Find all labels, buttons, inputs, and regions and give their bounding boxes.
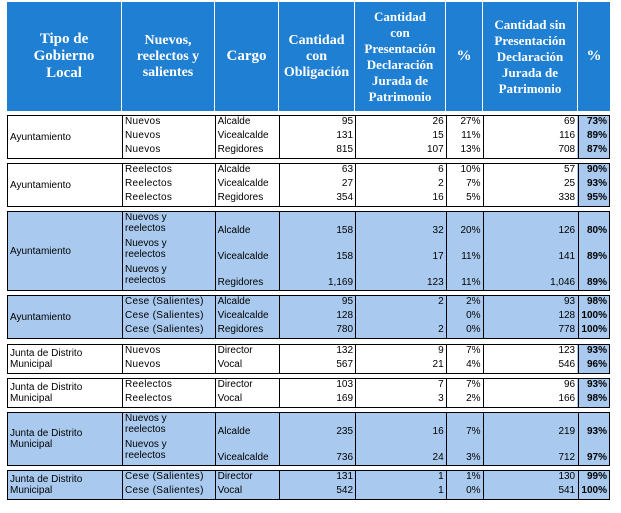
cell-sin-presentacion: 93 <box>564 296 576 307</box>
table-row <box>123 296 609 310</box>
column-divider <box>446 116 447 158</box>
cell-pct-con: 0% <box>466 310 481 321</box>
cell-cargo: Alcalde <box>217 164 251 175</box>
table-row <box>123 212 609 238</box>
header-con-presentacion: Cantidad con Presentación Declaración Jurada de Patrimonio <box>355 2 446 111</box>
column-divider <box>446 296 447 338</box>
column-divider <box>122 296 123 338</box>
table-block <box>7 378 610 408</box>
cell-cargo: Director <box>217 379 253 390</box>
column-divider <box>122 212 123 290</box>
cell-cargo: Vicealcalde <box>217 130 269 141</box>
declaraciones-table <box>7 2 610 500</box>
table-row <box>123 144 609 158</box>
cell-con-presentacion: 24 <box>432 452 444 463</box>
cell-grupo: Reelectos <box>125 379 173 390</box>
cell-pct-sin: 96% <box>577 359 609 373</box>
column-divider <box>215 413 216 465</box>
cell-pct-sin: 90% <box>577 164 609 178</box>
column-divider <box>122 471 123 499</box>
cell-tipo-gobierno: Ayuntamiento <box>10 131 71 143</box>
cell-cargo: Alcalde <box>217 116 251 127</box>
column-divider <box>122 116 123 158</box>
cell-con-presentacion: 16 <box>432 426 444 437</box>
cell-grupo: Nuevos <box>125 345 161 356</box>
column-divider <box>446 413 447 465</box>
cell-cargo: Vicealcalde <box>217 310 269 321</box>
table-row <box>123 393 609 407</box>
cell-grupo: Nuevos y reelectos <box>125 212 167 234</box>
cell-cargo: Alcalde <box>217 296 251 307</box>
header-pct-sin: % <box>586 48 602 64</box>
column-divider <box>446 212 447 290</box>
cell-pct-con: 27% <box>460 116 481 127</box>
cell-grupo: Nuevos y reelectos <box>125 264 167 286</box>
column-divider <box>215 164 216 206</box>
column-divider <box>279 345 280 373</box>
cell-sin-presentacion: 141 <box>558 251 576 262</box>
table-row <box>123 345 609 359</box>
column-divider <box>483 212 484 290</box>
column-divider <box>355 212 356 290</box>
cell-pct-sin: 100% <box>577 485 609 499</box>
cell-obligacion: 27 <box>341 178 354 189</box>
cell-sin-presentacion: 546 <box>558 359 576 370</box>
column-divider <box>355 116 356 158</box>
cell-pct-con: 0% <box>466 324 481 335</box>
cell-pct-sin: 95% <box>577 192 609 206</box>
cell-obligacion: 736 <box>336 452 354 463</box>
cell-sin-presentacion: 130 <box>558 471 576 482</box>
cell-pct-con: 10% <box>460 164 481 175</box>
cell-sin-presentacion: 541 <box>558 485 576 496</box>
cell-pct-sin: 99% <box>577 471 609 485</box>
table-row <box>123 359 609 373</box>
cell-pct-sin: 98% <box>577 296 609 310</box>
cell-sin-presentacion: 116 <box>559 130 576 141</box>
cell-obligacion: 158 <box>336 225 354 236</box>
column-divider <box>578 345 579 373</box>
cell-obligacion: 128 <box>336 310 354 321</box>
cell-sin-presentacion: 338 <box>558 192 576 203</box>
cell-con-presentacion: 107 <box>426 144 444 155</box>
cell-tipo-gobierno: Junta de Distrito Municipal <box>10 348 83 370</box>
cell-cargo: Vocal <box>217 485 243 496</box>
column-divider <box>279 296 280 338</box>
column-divider <box>483 413 484 465</box>
cell-cargo: Regidores <box>217 277 264 288</box>
cell-pct-con: 2% <box>466 296 481 307</box>
column-divider <box>355 413 356 465</box>
cell-obligacion: 169 <box>336 393 354 404</box>
column-divider <box>215 471 216 499</box>
cell-obligacion: 103 <box>336 379 354 390</box>
cell-con-presentacion: 17 <box>432 251 444 262</box>
cell-tipo-gobierno: Junta de Distrito Municipal <box>10 428 83 450</box>
cell-pct-sin: 93% <box>577 345 609 359</box>
column-divider <box>279 379 280 407</box>
column-divider <box>279 413 280 465</box>
cell-pct-con: 7% <box>466 426 481 437</box>
cell-con-presentacion <box>355 310 446 324</box>
column-divider <box>446 471 447 499</box>
column-divider <box>446 164 447 206</box>
column-divider <box>578 471 579 499</box>
column-divider <box>215 379 216 407</box>
column-divider <box>215 116 216 158</box>
cell-cargo: Vocal <box>217 393 243 404</box>
cell-pct-con: 11% <box>461 251 481 262</box>
table-row <box>123 471 609 485</box>
cell-cargo: Vicealcalde <box>217 178 269 189</box>
cell-cargo: Vicealcalde <box>217 251 269 262</box>
cell-obligacion: 131 <box>336 471 354 482</box>
column-divider <box>483 345 484 373</box>
column-divider <box>483 471 484 499</box>
cell-sin-presentacion: 712 <box>558 452 576 463</box>
cell-sin-presentacion: 219 <box>558 426 576 437</box>
cell-cargo: Alcalde <box>217 225 251 236</box>
cell-obligacion: 567 <box>336 359 354 370</box>
header-cargo: Cargo <box>215 2 279 111</box>
cell-grupo: Cese (Salientes) <box>125 471 204 482</box>
cell-obligacion: 95 <box>341 296 354 307</box>
cell-cargo: Director <box>217 345 253 356</box>
cell-grupo: Nuevos <box>125 130 161 141</box>
column-divider <box>122 345 123 373</box>
header-nuevos: Nuevos, reelectos y salientes <box>122 2 215 111</box>
column-divider <box>578 296 579 338</box>
column-divider <box>355 296 356 338</box>
column-divider <box>483 164 484 206</box>
cell-obligacion: 1,169 <box>328 277 354 288</box>
cell-pct-con: 11% <box>461 277 481 288</box>
cell-pct-con: 20% <box>460 225 481 236</box>
cell-pct-con: 4% <box>466 359 481 370</box>
cell-pct-sin: 89% <box>577 130 609 144</box>
cell-sin-presentacion: 778 <box>558 324 576 335</box>
cell-pct-con: 3% <box>466 452 481 463</box>
cell-con-presentacion: 2 <box>438 178 444 189</box>
cell-con-presentacion: 1 <box>438 471 444 482</box>
cell-sin-presentacion: 1,046 <box>550 277 576 288</box>
cell-obligacion: 815 <box>336 144 354 155</box>
cell-pct-sin: 93% <box>577 178 609 192</box>
cell-obligacion: 132 <box>336 345 354 356</box>
table-row <box>123 178 609 192</box>
cell-con-presentacion: 2 <box>438 324 444 335</box>
cell-pct-sin: 73% <box>577 116 609 130</box>
column-divider <box>122 379 123 407</box>
column-divider <box>215 296 216 338</box>
cell-obligacion: 542 <box>336 485 354 496</box>
table-row <box>123 379 609 393</box>
cell-con-presentacion: 16 <box>432 192 444 203</box>
table-block <box>7 295 610 339</box>
cell-con-presentacion: 26 <box>432 116 444 127</box>
cell-con-presentacion: 6 <box>438 164 444 175</box>
cell-pct-con: 0% <box>466 485 481 496</box>
table-row <box>123 485 609 499</box>
cell-sin-presentacion: 128 <box>558 310 576 321</box>
column-divider <box>355 164 356 206</box>
cell-obligacion: 63 <box>341 164 354 175</box>
cell-obligacion: 131 <box>336 130 354 141</box>
cell-grupo: Cese (Salientes) <box>125 485 204 496</box>
cell-pct-sin: 93% <box>577 413 609 439</box>
cell-grupo: Nuevos y reelectos <box>125 439 167 461</box>
cell-grupo: Cese (Salientes) <box>125 310 204 321</box>
cell-grupo: Reelectos <box>125 178 173 189</box>
column-divider <box>279 471 280 499</box>
table-block <box>7 470 610 500</box>
table-block <box>7 115 610 159</box>
cell-con-presentacion: 123 <box>426 277 444 288</box>
cell-pct-sin: 93% <box>577 379 609 393</box>
table-row <box>123 192 609 206</box>
header-cantidad: Cantidad con Obligación <box>279 2 355 111</box>
cell-sin-presentacion: 96 <box>564 379 576 390</box>
cell-pct-con: 5% <box>466 192 481 203</box>
cell-con-presentacion: 2 <box>438 296 444 307</box>
cell-grupo: Nuevos <box>125 116 161 127</box>
table-row <box>123 264 609 290</box>
column-divider <box>483 379 484 407</box>
cell-tipo-gobierno: Ayuntamiento <box>10 311 71 323</box>
cell-grupo: Nuevos y reelectos <box>125 238 167 260</box>
table-row <box>123 238 609 264</box>
table-block <box>7 211 610 291</box>
table-row <box>123 116 609 130</box>
cell-pct-con: 2% <box>466 393 481 404</box>
cell-pct-con: 7% <box>466 379 481 390</box>
cell-con-presentacion: 15 <box>432 130 444 141</box>
cell-obligacion: 354 <box>336 192 354 203</box>
cell-pct-con: 11% <box>461 130 481 141</box>
cell-cargo: Vicealcalde <box>217 452 269 463</box>
cell-sin-presentacion: 69 <box>564 116 576 127</box>
cell-grupo: Reelectos <box>125 192 173 203</box>
column-divider <box>215 345 216 373</box>
cell-con-presentacion: 9 <box>438 345 444 356</box>
table-block <box>7 412 610 466</box>
cell-cargo: Regidores <box>217 192 264 203</box>
cell-obligacion: 235 <box>336 426 354 437</box>
cell-cargo: Regidores <box>217 144 264 155</box>
cell-pct-sin: 80% <box>577 212 609 238</box>
table-row <box>123 324 609 338</box>
cell-con-presentacion: 7 <box>438 379 444 390</box>
header-pct-con: % <box>446 2 483 111</box>
cell-grupo: Nuevos <box>125 359 161 370</box>
cell-cargo: Regidores <box>217 324 264 335</box>
cell-grupo: Nuevos <box>125 144 161 155</box>
cell-sin-presentacion: 57 <box>564 164 576 175</box>
cell-sin-presentacion: 708 <box>558 144 576 155</box>
cell-con-presentacion: 3 <box>438 393 444 404</box>
column-divider <box>446 379 447 407</box>
cell-pct-sin: 97% <box>577 439 609 465</box>
column-divider <box>122 164 123 206</box>
table-header <box>7 2 610 111</box>
cell-obligacion: 780 <box>336 324 354 335</box>
cell-obligacion: 95 <box>341 116 354 127</box>
cell-tipo-gobierno: Ayuntamiento <box>10 179 71 191</box>
cell-sin-presentacion: 166 <box>558 393 576 404</box>
cell-grupo: Cese (Salientes) <box>125 324 204 335</box>
column-divider <box>122 413 123 465</box>
cell-tipo-gobierno: Junta de Distrito Municipal <box>10 382 83 404</box>
cell-pct-sin: 100% <box>577 324 609 338</box>
column-divider <box>483 296 484 338</box>
column-divider <box>578 116 579 158</box>
cell-pct-con: 13% <box>460 144 481 155</box>
table-row <box>123 310 609 324</box>
table-row <box>123 130 609 144</box>
cell-grupo: Nuevos y reelectos <box>125 413 167 435</box>
table-row <box>123 164 609 178</box>
column-divider <box>279 212 280 290</box>
column-divider <box>215 212 216 290</box>
cell-sin-presentacion: 123 <box>558 345 576 356</box>
cell-obligacion: 158 <box>336 251 354 262</box>
cell-tipo-gobierno: Junta de Distrito Municipal <box>10 474 83 496</box>
table-row <box>123 413 609 439</box>
column-divider <box>355 345 356 373</box>
cell-cargo: Alcalde <box>217 426 251 437</box>
cell-pct-con: 1% <box>466 471 481 482</box>
cell-pct-sin: 89% <box>577 264 609 290</box>
cell-sin-presentacion: 25 <box>564 178 576 189</box>
column-divider <box>483 116 484 158</box>
cell-tipo-gobierno: Ayuntamiento <box>10 245 71 257</box>
column-divider <box>578 164 579 206</box>
column-divider <box>279 116 280 158</box>
header-sin-presentacion: Cantidad sin Presentación Declaración Jurada de Patrimonio <box>483 2 578 111</box>
cell-grupo: Reelectos <box>125 164 173 175</box>
table-block <box>7 344 610 374</box>
column-divider <box>355 471 356 499</box>
cell-con-presentacion: 1 <box>438 485 444 496</box>
cell-con-presentacion: 32 <box>432 225 444 236</box>
cell-cargo: Vocal <box>217 359 243 370</box>
table-block <box>7 163 610 207</box>
cell-grupo: Cese (Salientes) <box>125 296 204 307</box>
table-row <box>123 439 609 465</box>
cell-pct-sin: 89% <box>577 238 609 264</box>
column-divider <box>279 164 280 206</box>
cell-pct-sin: 98% <box>577 393 609 407</box>
cell-pct-sin: 100% <box>577 310 609 324</box>
cell-pct-con: 7% <box>466 178 481 189</box>
column-divider <box>355 379 356 407</box>
column-divider <box>578 413 579 465</box>
header-tipo: Tipo de Gobierno Local <box>7 2 122 111</box>
cell-sin-presentacion: 126 <box>558 225 576 236</box>
cell-pct-con: 7% <box>466 345 481 356</box>
cell-con-presentacion: 21 <box>432 359 444 370</box>
column-divider <box>578 212 579 290</box>
cell-cargo: Director <box>217 471 253 482</box>
cell-grupo: Reelectos <box>125 393 173 404</box>
table-body <box>7 115 610 500</box>
column-divider <box>446 345 447 373</box>
column-divider <box>578 379 579 407</box>
cell-pct-sin: 87% <box>577 144 609 158</box>
